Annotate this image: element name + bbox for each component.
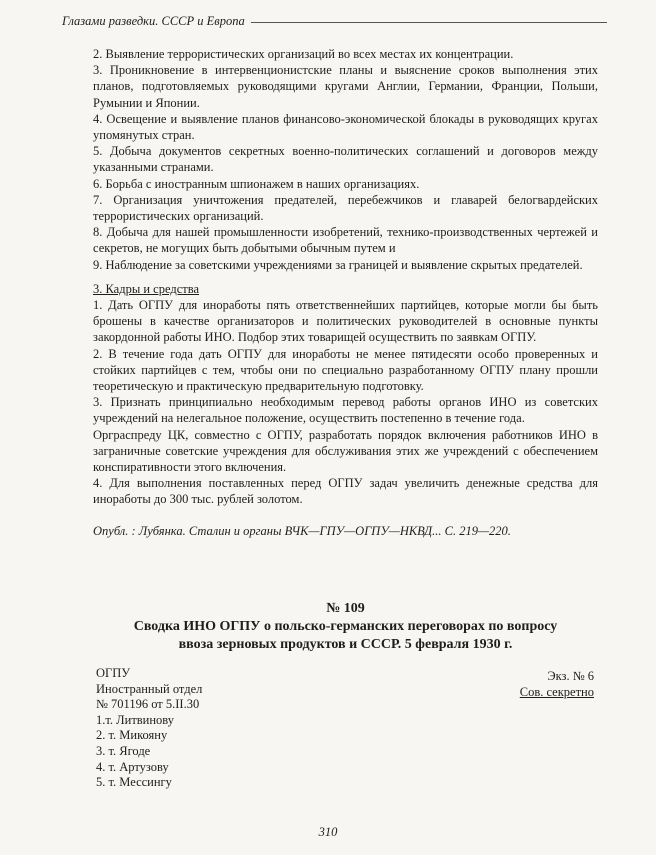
task-item: 5. Добыча документов секретных военно-политических соглашений и договоров между указанными странами.	[93, 144, 598, 175]
copy-number: Экз. № 6	[547, 669, 594, 683]
recipient: 2. т. Микояну	[96, 728, 168, 743]
recipient: 1.т. Литвинову	[96, 712, 175, 727]
sender-dept: Иностранный отдел	[96, 681, 203, 696]
sender-block	[96, 666, 202, 791]
section-item: 4. Для выполнения поставленных перед ОГПУ задач увеличить денежные средства для иноработы до 300 тыс. рублей золотом.	[93, 476, 598, 507]
section-item: 3. Признать принципиально необходимым перевод работы органов ИНО из советских учреждений на нелегальное положение, осуществить постепенно в течение года.	[93, 395, 598, 426]
section-item: 1. Дать ОГПУ для иноработы пять ответственнейших партийцев, которые могли бы быть брошены в качестве организаторов и политических руководителей в основные пункты закордонной работы ИНО. Подбор этих товарищей осуществить по заявкам ОГПУ.	[93, 298, 598, 345]
recipient: 5. т. Мессингу	[96, 775, 172, 790]
sender-org: ОГПУ	[96, 666, 131, 680]
header-title: Глазами разведки. СССР и Европа	[62, 14, 245, 28]
copy-info-block	[520, 668, 594, 700]
document-body	[93, 46, 598, 539]
document-title-line2: ввоза зерновых продуктов и СССР. 5 февраля 1930 г.	[178, 637, 513, 652]
task-item: 3. Проникновение в интервенционистские планы и выяснение сроков выполнения этих планов, подготовляемых руководящими кругами Англии, Германии, Франции, Польши, Румынии и Японии.	[93, 63, 598, 110]
task-item: 7. Организация уничтожения предателей, перебежчиков и главарей белогвардейских террористических организаций.	[93, 192, 598, 224]
task-item: 4. Освещение и выявление планов финансово-экономической блокады в руководящих кругах упомянутых стран.	[93, 111, 598, 143]
running-header	[62, 14, 607, 29]
document-title-line1: Сводка ИНО ОГПУ о польско-германских переговорах по вопросу	[133, 619, 558, 634]
document-number: № 109	[326, 601, 365, 616]
classification-stamp: Сов. секретно	[519, 685, 594, 699]
page-number: 310	[318, 825, 338, 839]
sender-ref: № 701196 от 5.II.30	[96, 697, 200, 712]
section-item: Орграспреду ЦК, совместно с ОГПУ, разработать порядок включения работников ИНО в заграничные советские учреждения для обслуживания этих же учреждений с обеспечением конспиративности этого включения.	[93, 427, 598, 475]
header-rule	[251, 22, 607, 23]
task-item: 2. Выявление террористических организаций во всех местах их концентрации.	[93, 47, 514, 61]
document-title	[93, 600, 598, 654]
publication-source: Опубл. : Лубянка. Сталин и органы ВЧК—ГПУ—ОГПУ—НКВД... С. 219—220.	[93, 523, 511, 538]
task-item: 9. Наблюдение за советскими учреждениями за границей и выявление скрытых предателей.	[93, 257, 583, 272]
task-item: 8. Добыча для нашей промышленности изобретений, технико-производственных чертежей и секретов, не могущих быть добытыми обычным путем и	[93, 225, 598, 256]
recipient: 3. т. Ягоде	[96, 743, 151, 758]
recipient: 4. т. Артузову	[96, 759, 169, 774]
section-heading: 3. Кадры и средства	[93, 281, 200, 296]
task-item: 6. Борьба с иностранным шпионажем в наших организациях.	[93, 176, 420, 191]
section-item: 2. В течение года дать ОГПУ для иноработы не менее пятидесяти особо проверенных и стойких партийцев с тем, чтобы они по специально разработанному ОГПУ плану прошли теоретическую и практическую предварительную подготовку.	[93, 346, 598, 394]
